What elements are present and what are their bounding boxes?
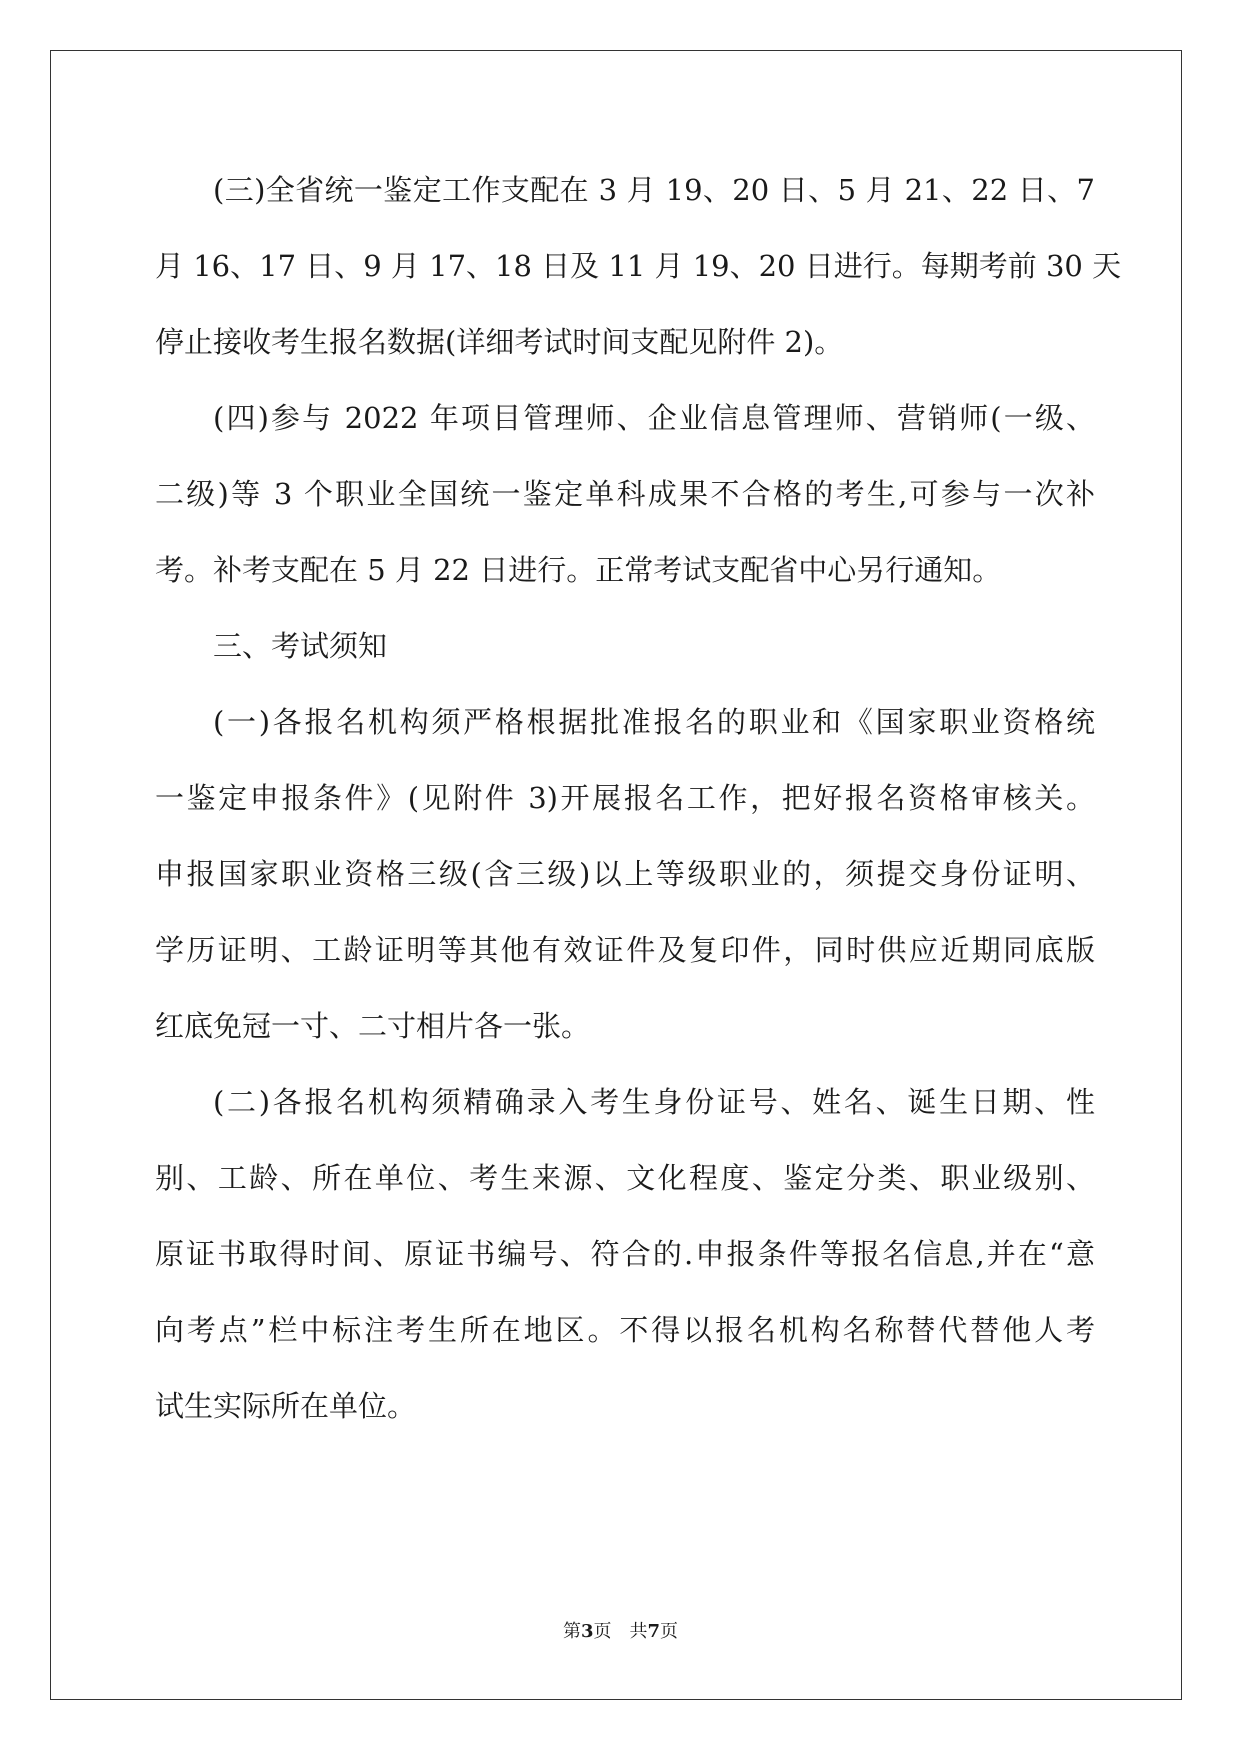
paragraph-line: 原证书取得时间、原证书编号、符合的.申报条件等报名信息,并在“意	[155, 1237, 1095, 1271]
paragraph-line: (一)各报名机构须严格根据批准报名的职业和《国家职业资格统	[213, 705, 1095, 739]
paragraph-line: 试生实际所在单位。	[155, 1389, 417, 1423]
footer-total-pages: 7	[647, 1621, 661, 1642]
footer-total-suffix: 页	[660, 1621, 679, 1642]
footer-page-suffix: 页	[593, 1621, 612, 1642]
section-heading: 三、考试须知	[213, 629, 388, 663]
paragraph-line: 申报国家职业资格三级(含三级)以上等级职业的，须提交身份证明、	[155, 857, 1095, 891]
page-footer	[0, 1617, 1241, 1643]
paragraph-line: 考。补考支配在 5 月 22 日进行。正常考试支配省中心另行通知。	[155, 553, 1002, 587]
paragraph-line: 二级)等 3 个职业全国统一鉴定单科成果不合格的考生,可参与一次补	[155, 477, 1095, 511]
paragraph-line: (三)全省统一鉴定工作支配在 3 月 19、20 日、5 月 21、22 日、7	[213, 173, 1095, 207]
paragraph-line: (二)各报名机构须精确录入考生身份证号、姓名、诞生日期、性	[213, 1085, 1095, 1119]
footer-total-prefix: 共	[629, 1621, 648, 1642]
paragraph-line: 一鉴定申报条件》(见附件 3)开展报名工作，把好报名资格审核关。	[155, 781, 1095, 815]
paragraph-line: (四)参与 2022 年项目管理师、企业信息管理师、营销师(一级、	[213, 401, 1095, 435]
paragraph-line: 向考点”栏中标注考生所在地区。不得以报名机构名称替代替他人考	[155, 1313, 1095, 1347]
paragraph-line: 别、工龄、所在单位、考生来源、文化程度、鉴定分类、职业级别、	[155, 1161, 1095, 1195]
paragraph-line: 红底免冠一寸、二寸相片各一张。	[155, 1009, 591, 1043]
paragraph-line: 学历证明、工龄证明等其他有效证件及复印件，同时供应近期同底版	[155, 933, 1095, 967]
paragraph-line: 月 16、17 日、9 月 17、18 日及 11 月 19、20 日进行。每期考前 30 天	[155, 249, 1122, 283]
footer-prefix: 第	[562, 1621, 581, 1642]
paragraph-line: 停止接收考生报名数据(详细考试时间支配见附件 2)。	[155, 325, 844, 359]
footer-page-number: 3	[580, 1621, 594, 1642]
document-body	[155, 162, 1122, 1454]
